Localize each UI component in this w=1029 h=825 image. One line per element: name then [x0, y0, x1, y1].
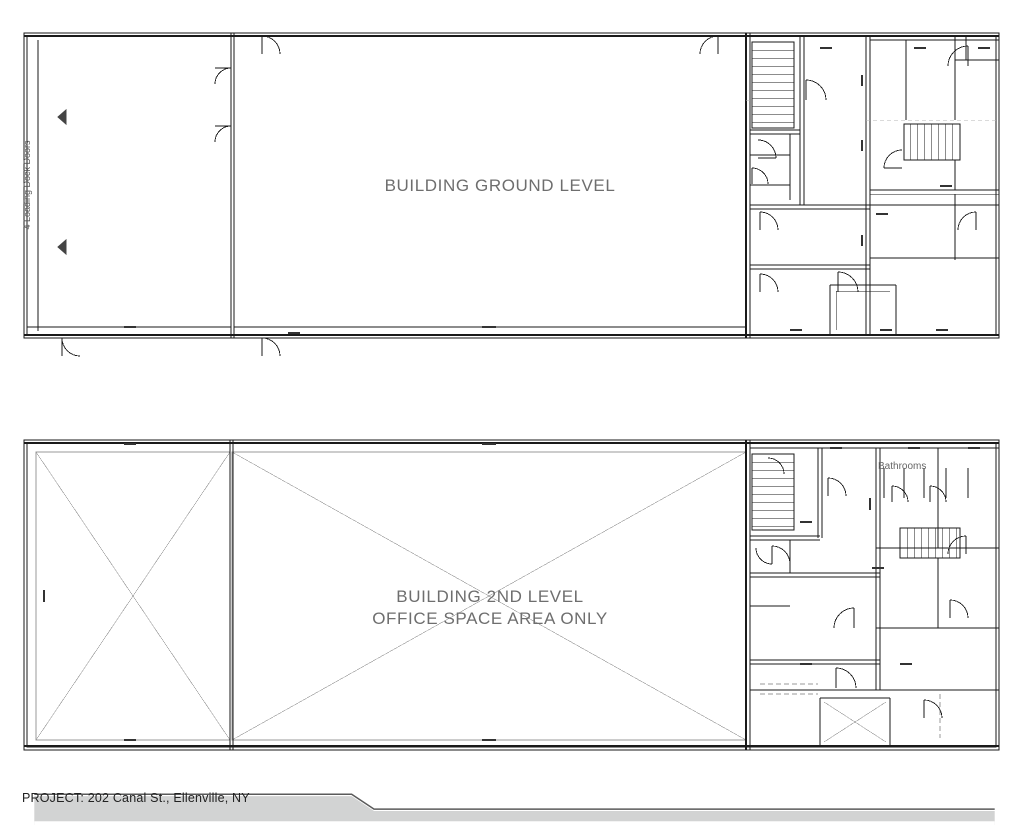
second-level-label-line2: OFFICE SPACE AREA ONLY	[372, 609, 608, 628]
second-level-label	[290, 586, 690, 630]
bathrooms-annotation: Bathrooms	[878, 461, 927, 472]
project-title-text: PROJECT: 202 Canal St., Ellenville, NY	[22, 791, 250, 805]
loading-dock-annotation: 4 Loading Dock Doors	[22, 140, 32, 230]
second-level-label-line1: BUILDING 2ND LEVEL	[396, 587, 584, 606]
ground-level-label: BUILDING GROUND LEVEL	[384, 176, 616, 195]
